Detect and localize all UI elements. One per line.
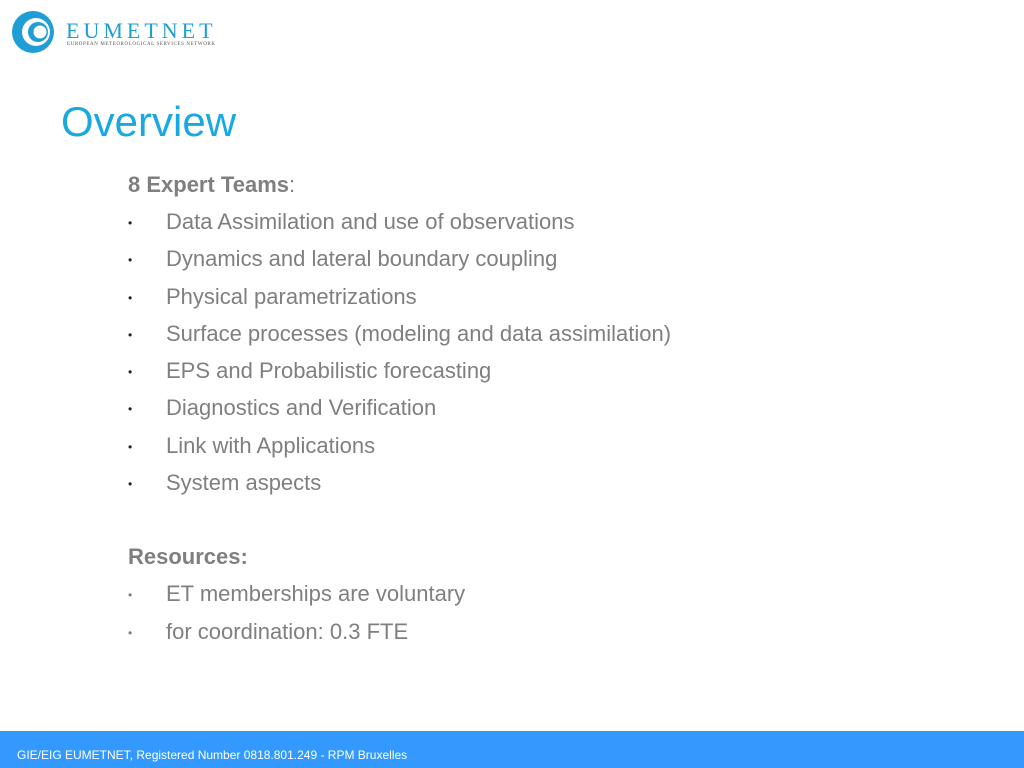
bullet-icon: • bbox=[128, 402, 133, 417]
list-item bbox=[128, 389, 948, 426]
footer-bar bbox=[0, 731, 1024, 768]
list-item bbox=[128, 203, 948, 240]
bullet-icon: • bbox=[128, 439, 133, 454]
bullet-icon: • bbox=[128, 216, 133, 230]
logo-tagline: EUROPEAN METEOROLOGICAL SERVICES NETWORK bbox=[67, 42, 216, 47]
list-item-text: Link with Applications bbox=[166, 432, 376, 458]
list-item bbox=[128, 240, 948, 277]
expert-teams-heading-suffix: : bbox=[289, 172, 296, 197]
bullet-icon: • bbox=[128, 365, 133, 380]
list-item bbox=[128, 575, 948, 612]
list-item-text: System aspects bbox=[166, 470, 322, 496]
bullet-icon: • bbox=[128, 253, 133, 268]
list-item bbox=[128, 352, 948, 389]
expert-teams-heading bbox=[128, 166, 948, 203]
list-item-text: ET memberships are voluntary bbox=[166, 581, 466, 607]
list-item bbox=[128, 315, 948, 352]
eumetnet-logo-icon bbox=[11, 10, 55, 54]
resources-list bbox=[128, 575, 948, 650]
logo-name: EUMETNET bbox=[66, 18, 217, 43]
list-item bbox=[128, 427, 948, 464]
list-item bbox=[128, 613, 948, 650]
list-item-text: Physical parametrizations bbox=[166, 283, 417, 309]
bullet-icon: • bbox=[128, 625, 133, 640]
bullet-icon: • bbox=[128, 477, 133, 492]
expert-teams-heading-bold: 8 Expert Teams bbox=[128, 172, 290, 197]
slide-content bbox=[128, 166, 948, 650]
list-item bbox=[128, 278, 948, 315]
list-item-text: Diagnostics and Verification bbox=[166, 395, 437, 421]
list-item-text: Data Assimilation and use of observations bbox=[166, 209, 575, 234]
slide-title: Overview bbox=[61, 98, 237, 145]
list-item-text: Dynamics and lateral boundary coupling bbox=[166, 246, 558, 272]
resources-heading-text: Resources: bbox=[128, 544, 248, 570]
expert-teams-list bbox=[128, 203, 948, 501]
list-item-text: for coordination: 0.3 FTE bbox=[166, 618, 409, 644]
list-item-text: EPS and Probabilistic forecasting bbox=[166, 358, 492, 384]
footer-text: GIE/EIG EUMETNET, Registered Number 0818.801.249 - RPM Bruxelles bbox=[17, 748, 408, 762]
bullet-icon: • bbox=[128, 290, 133, 305]
eumetnet-logo bbox=[11, 10, 221, 56]
bullet-icon: • bbox=[128, 588, 133, 603]
section-spacer bbox=[128, 501, 948, 538]
list-item-text: Surface processes (modeling and data assimilation) bbox=[166, 320, 672, 346]
resources-heading bbox=[128, 538, 948, 575]
list-item bbox=[128, 464, 948, 501]
bullet-icon: • bbox=[128, 327, 133, 342]
